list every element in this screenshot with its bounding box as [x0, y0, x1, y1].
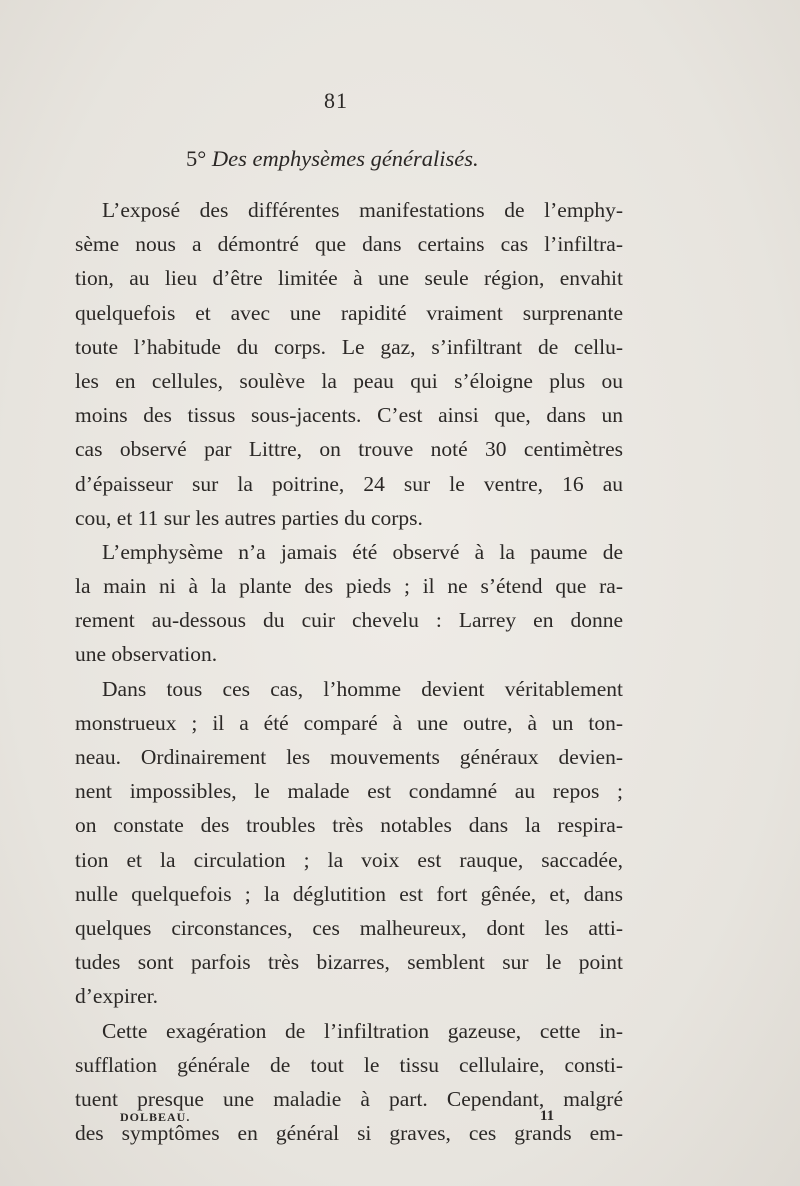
- text-line: monstrueux ; il a été comparé à une outre, à un ton-: [75, 710, 623, 735]
- body-text: [75, 193, 623, 1150]
- section-heading: [186, 146, 479, 172]
- text-line: L’exposé des différentes manifestations de l’emphy-: [102, 198, 623, 222]
- section-number: 5°: [186, 146, 207, 171]
- text-line: moins des tissus sous-jacents. C’est ainsi que, dans un: [75, 403, 623, 428]
- printer-signature: DOLBEAU.: [120, 1110, 191, 1124]
- text-line: une observation.: [75, 642, 218, 667]
- text-line: nulle quelquefois ; la déglutition est fort gênée, et, dans: [75, 881, 623, 906]
- text-line: sufflation générale de tout le tissu cellulaire, consti-: [75, 1052, 623, 1077]
- text-line: tudes sont parfois très bizarres, semblent sur le point: [75, 950, 623, 975]
- text-line: des symptômes en général si graves, ces grands em-: [75, 1121, 623, 1146]
- text-line: cou, et 11 sur les autres parties du corps.: [75, 505, 423, 530]
- text-line: Cette exagération de l’infiltration gazeuse, cette in-: [102, 1018, 623, 1043]
- text-line: tuent presque une maladie à part. Cependant, malgré: [75, 1086, 623, 1111]
- text-line: nent impossibles, le malade est condamné au repos ;: [75, 779, 623, 804]
- text-line: quelques circonstances, ces malheureux, dont les atti-: [75, 915, 623, 940]
- section-title: Des emphysèmes généralisés.: [211, 146, 479, 171]
- text-line: tion et la circulation ; la voix est rauque, saccadée,: [75, 847, 623, 872]
- text-line: toute l’habitude du corps. Le gaz, s’infiltrant de cellu-: [75, 334, 623, 359]
- sheet-number: 11: [540, 1108, 555, 1124]
- text-line: la main ni à la plante des pieds ; il ne s’étend que ra-: [75, 574, 623, 599]
- text-line: Dans tous ces cas, l’homme devient véritablement: [102, 676, 623, 701]
- text-line: neau. Ordinairement les mouvements généraux devien-: [75, 745, 623, 769]
- text-line: rement au-dessous du cuir chevelu : Larrey en donne: [75, 608, 623, 633]
- page-number: 81: [324, 88, 348, 113]
- text-line: sème nous a démontré que dans certains cas l’infiltra-: [75, 232, 623, 257]
- text-line: d’épaisseur sur la poitrine, 24 sur le ventre, 16 au: [75, 471, 623, 496]
- text-line: les en cellules, soulève la peau qui s’éloigne plus ou: [75, 368, 623, 393]
- text-line: tion, au lieu d’être limitée à une seule région, envahit: [75, 266, 623, 291]
- text-line: quelquefois et avec une rapidité vraiment surprenante: [75, 300, 623, 325]
- text-line: cas observé par Littre, on trouve noté 30 centimètres: [75, 437, 623, 462]
- text-line: L’emphysème n’a jamais été observé à la paume de: [102, 539, 623, 564]
- text-line: d’expirer.: [75, 984, 158, 1009]
- page-footer: [0, 1108, 800, 1132]
- text-line: on constate des troubles très notables dans la respira-: [75, 813, 623, 838]
